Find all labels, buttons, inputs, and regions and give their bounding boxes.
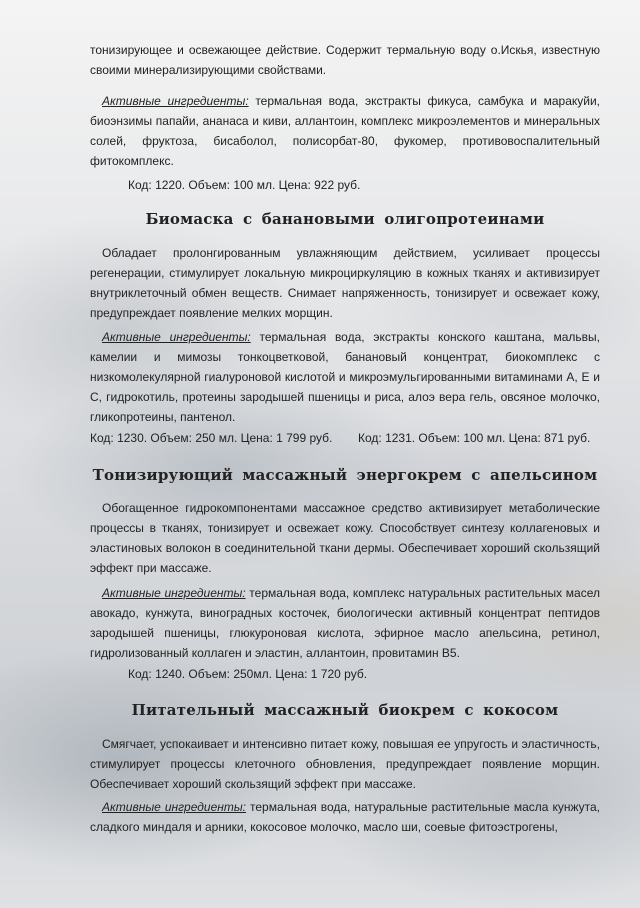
intro-text: тонизирующее и освежающее действие. Содержит термальную воду о.Искья, известную своими минерализирующими свойствами. bbox=[90, 43, 600, 77]
ingredients-text: термальная вода, экстракты конского каштана, мальвы, камелии и мимозы тонкоцветковой, банановый концентрат, биокомплекс с низкомолекулярной гиалуроновой кислотой и микроэмульгированными витаминами А, Е и С, гидрокотиль, протеины зародышей пшеницы и риса, алоэ вера гель, овсяное молочко, гликопротеины, пантенол. bbox=[90, 330, 600, 424]
ingredients-text: термальная вода, натуральные растительные масла кунжута, сладкого миндаля и арники, кокосовое молочко, масло ши, соевые фитоэстрогены, bbox=[90, 800, 600, 834]
ingredients-label: Активные ингредиенты: bbox=[102, 330, 251, 344]
ingredients-text: термальная вода, комплекс натуральных растительных масел авокадо, кунжута, виноградных косточек, биологически активный концентрат пептидов зародышей пшеницы, глюкуроновая кислота, эфирное масло апельсина, ретинол, гидролизованный коллаген и эластин, аллантоин, провитамин В5. bbox=[90, 586, 600, 660]
product-code-line: Код: 1230. Объем: 250 мл. Цена: 1 799 руб. bbox=[90, 431, 333, 445]
product-code-line: Код: 1220. Объем: 100 мл. Цена: 922 руб. bbox=[128, 178, 361, 192]
intro-ingredients bbox=[90, 91, 600, 171]
product-ingredients bbox=[90, 797, 600, 837]
product-title: Тонизирующий массажный энергокрем с апельсином bbox=[92, 466, 598, 484]
ingredients-label: Активные ингредиенты: bbox=[102, 586, 246, 600]
product-code-line: Код: 1231. Объем: 100 мл. Цена: 871 руб. bbox=[358, 431, 591, 445]
ingredients-text: термальная вода, экстракты фикуса, самбука и маракуйи, биоэнзимы папайи, ананаса и киви, аллантоин, комплекс микроэлементов и минеральных солей, фруктоза, бисаболол, полисорбат-80, фукомер, противовоспалительный фитокомплекс. bbox=[90, 94, 600, 168]
product-title: Биомаска с банановыми олигопротеинами bbox=[145, 210, 545, 228]
product-ingredients bbox=[90, 327, 600, 427]
product-description: Обогащенное гидрокомпонентами массажное средство активизирует метаболические процессы в тканях, тонизирует и освежает кожу. Способствует синтезу коллагеновых и эластиновых волокон в соединительной ткани дермы. Обеспечивает хороший скользящий эффект при массаже. bbox=[90, 501, 600, 575]
product-description: Обладает пролонгированным увлажняющим действием, усиливает процессы регенерации, стимулирует локальную микроциркуляцию в кожных тканях и активизирует внутриклеточный обмен веществ. Снимает напряженность, тонизирует и освежает кожу, предупреждает появление мелких морщин. bbox=[90, 246, 600, 320]
ingredients-label: Активные ингредиенты: bbox=[102, 800, 247, 814]
product-title: Питательный массажный биокрем с кокосом bbox=[131, 701, 559, 719]
ingredients-label: Активные ингредиенты: bbox=[102, 94, 249, 108]
product-description: Смягчает, успокаивает и интенсивно питает кожу, повышая ее упругость и эластичность, стимулирует процессы клеточного обновления, предупреждает появление морщин. Обеспечивает хороший скользящий эффект при массаже. bbox=[90, 737, 600, 791]
product-ingredients bbox=[90, 583, 600, 663]
product-code-line: Код: 1240. Объем: 250мл. Цена: 1 720 руб. bbox=[128, 667, 368, 681]
